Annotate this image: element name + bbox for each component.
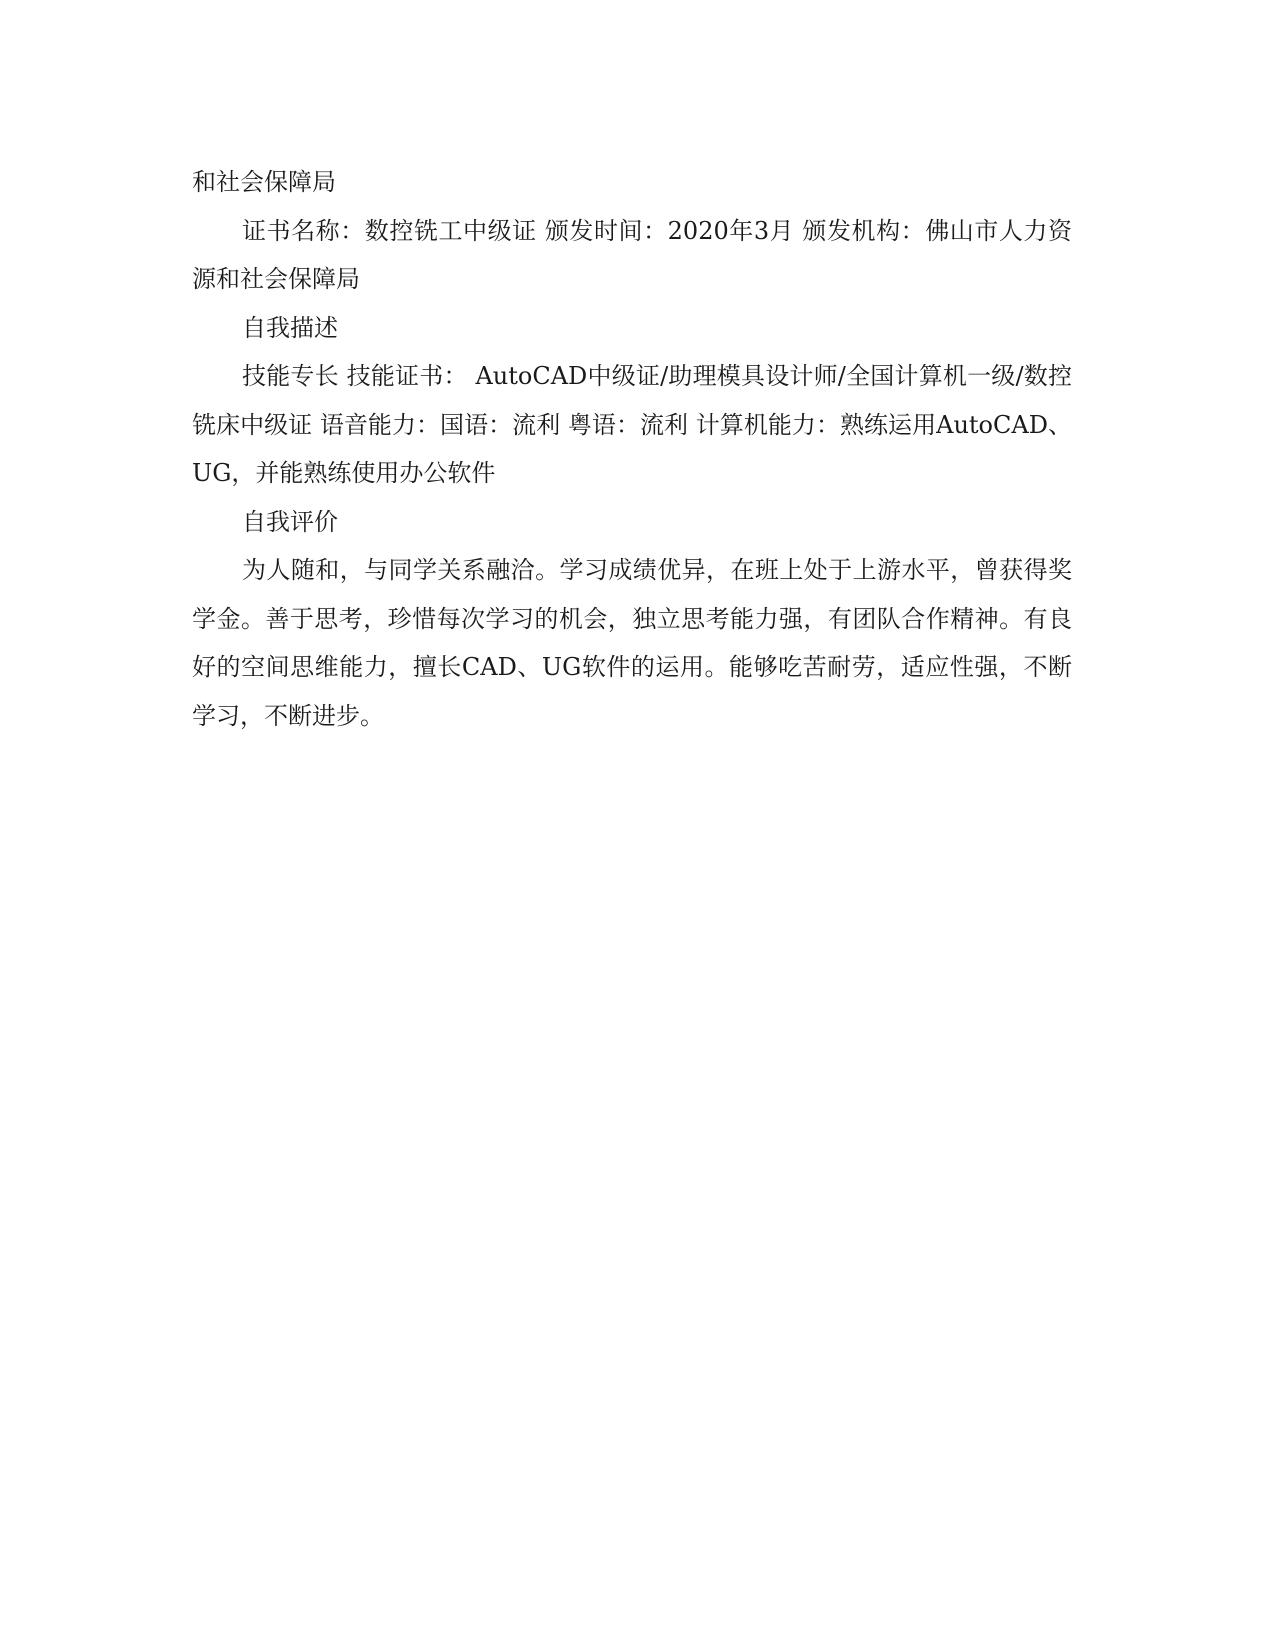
section-heading-self-description: 自我描述 bbox=[242, 313, 338, 342]
paragraph-self-evaluation: 为人随和，与同学关系融洽。学习成绩优异，在班上处于上游水平，曾获得奖学金。善于思考，珍惜每次学习的机会，独立思考能力强，有团队合作精神。有良好的空间思维能力，擅长CAD、UG软件的运用。能够吃苦耐劳，适应性强，不断学习，不断进步。 bbox=[192, 556, 1072, 730]
paragraph-skills: 技能专长 技能证书： AutoCAD中级证/助理模具设计师/全国计算机一级/数控铣床中级证 语音能力：国语：流利 粤语：流利 计算机能力：熟练运用AutoCAD、UG，并能熟练使用办公软件 bbox=[192, 362, 1072, 487]
paragraph-certificate: 证书名称：数控铣工中级证 颁发时间：2020年3月 颁发机构：佛山市人力资源和社会保障局 bbox=[192, 216, 1072, 293]
paragraph-continuation: 和社会保障局 bbox=[192, 168, 336, 196]
section-heading-self-evaluation: 自我评价 bbox=[242, 507, 338, 536]
document-body bbox=[192, 158, 1072, 740]
